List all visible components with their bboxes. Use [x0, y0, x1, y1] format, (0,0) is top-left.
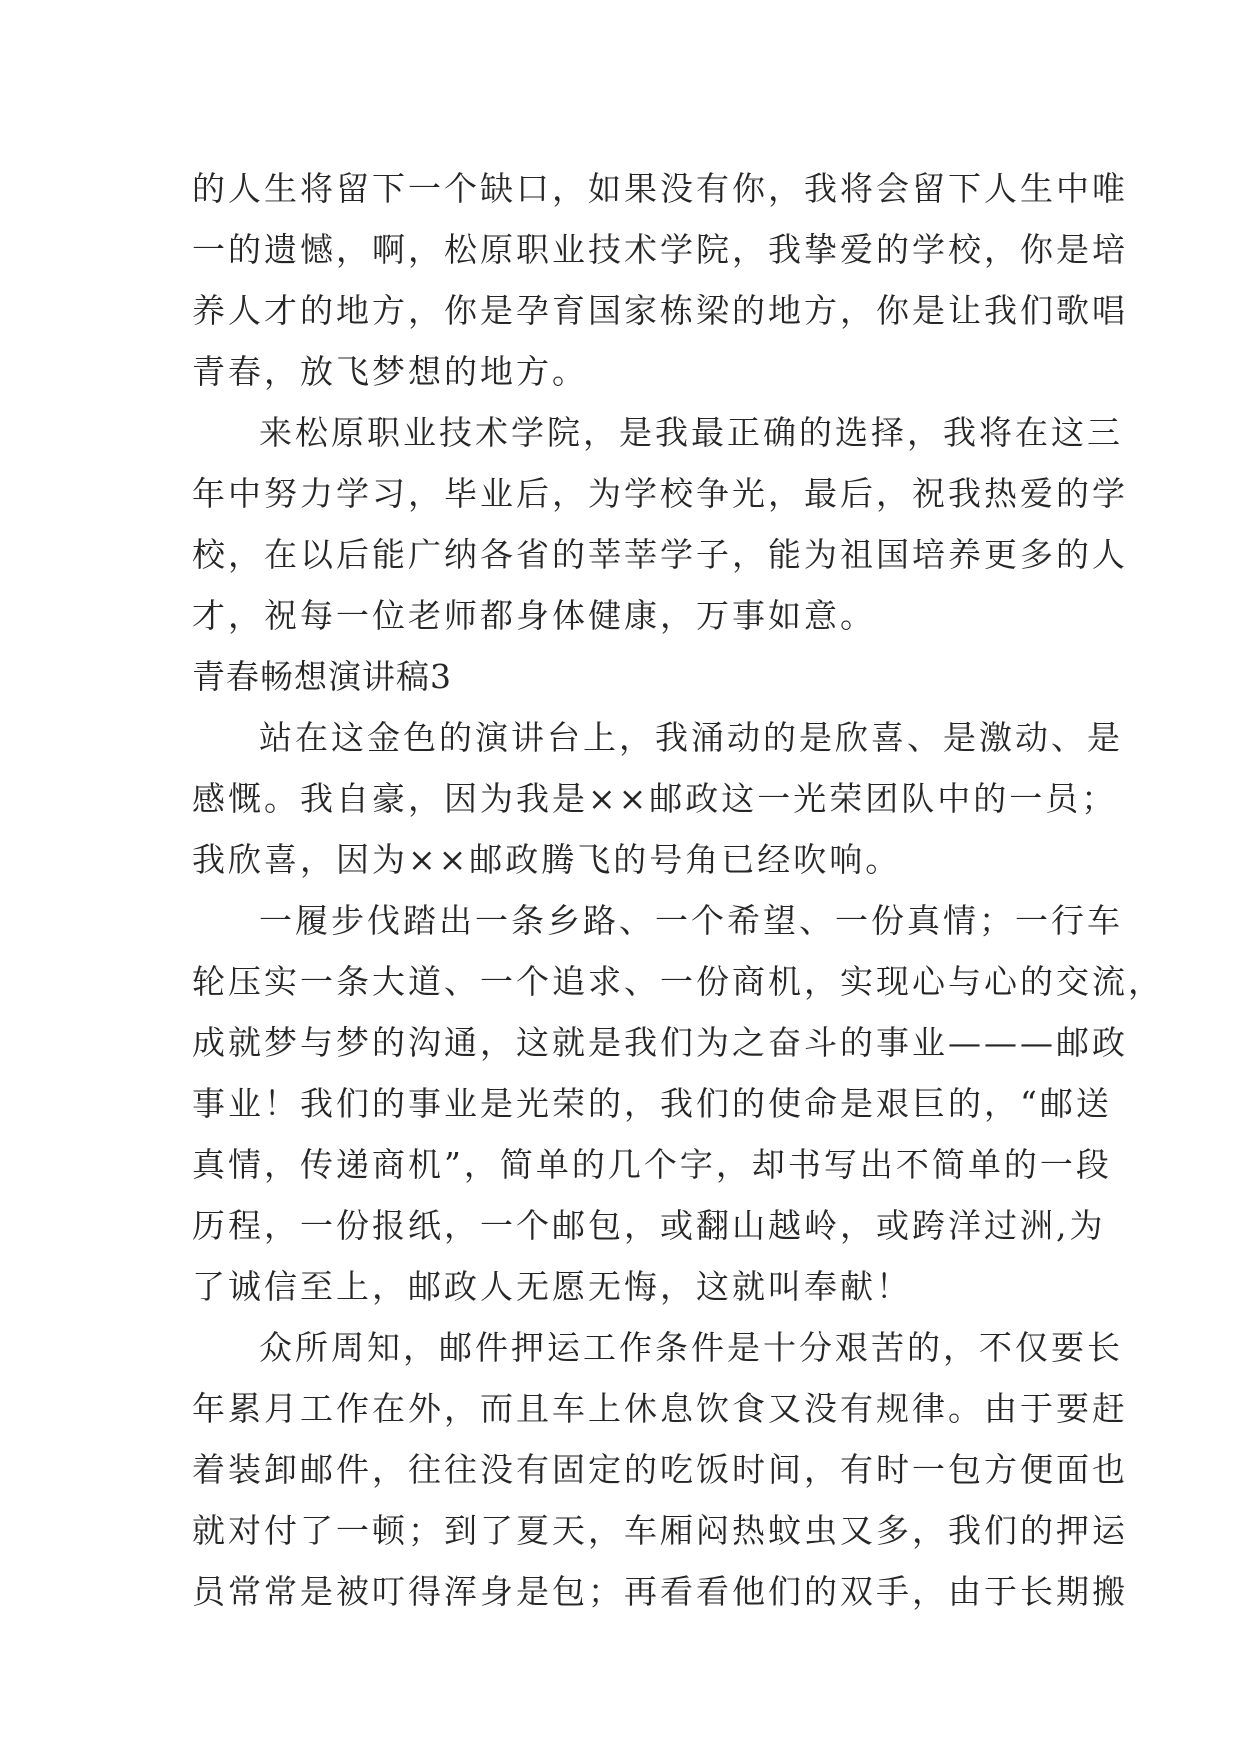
text-line: 历程，一份报纸，一个邮包，或翻山越岭，或跨洋过洲,为 [192, 1206, 1106, 1245]
text-line: 成就梦与梦的沟通，这就是我们为之奋斗的事业———邮政 [192, 1023, 1128, 1062]
text-line: 就对付了一顿；到了夏天，车厢闷热蚊虫又多，我们的押运 [192, 1511, 1128, 1550]
paragraph-start-line: 一履步伐踏出一条乡路、一个希望、一份真情；一行车 [259, 901, 1123, 940]
paragraph-start-line: 来松原职业技术学院，是我最正确的选择，我将在这三 [259, 413, 1123, 452]
text-line: 事业！我们的事业是光荣的，我们的使命是艰巨的，“邮送 [192, 1084, 1112, 1123]
text-line: 我欣喜，因为××邮政腾飞的号角已经吹响。 [192, 840, 902, 879]
text-line: 才，祝每一位老师都身体健康，万事如意。 [192, 596, 876, 635]
text-line: 的人生将留下一个缺口，如果没有你，我将会留下人生中唯 [192, 169, 1128, 208]
paragraph-start-line: 众所周知，邮件押运工作条件是十分艰苦的，不仅要长 [259, 1328, 1123, 1367]
text-line: 养人才的地方，你是孕育国家栋梁的地方，你是让我们歌唱 [192, 291, 1128, 330]
text-line: 年中努力学习，毕业后，为学校争光，最后，祝我热爱的学 [192, 474, 1128, 513]
text-line: 了诚信至上，邮政人无愿无悔，这就叫奉献！ [192, 1267, 912, 1306]
document-body [192, 158, 1164, 1622]
text-line: 着装卸邮件，往往没有固定的吃饭时间，有时一包方便面也 [192, 1450, 1128, 1489]
text-line: 轮压实一条大道、一个追求、一份商机，实现心与心的交流， [192, 962, 1164, 1001]
text-line: 青春，放飞梦想的地方。 [192, 352, 588, 391]
text-line: 感慨。我自豪，因为我是××邮政这一光荣团队中的一员； [192, 779, 1118, 818]
section-heading: 青春畅想演讲稿3 [192, 657, 452, 696]
text-line: 校，在以后能广纳各省的莘莘学子，能为祖国培养更多的人 [192, 535, 1128, 574]
paragraph-start-line: 站在这金色的演讲台上，我涌动的是欣喜、是激动、是 [259, 718, 1123, 757]
text-line: 员常常是被叮得浑身是包；再看看他们的双手，由于长期搬 [192, 1572, 1128, 1611]
text-line: 年累月工作在外，而且车上休息饮食又没有规律。由于要赶 [192, 1389, 1128, 1428]
text-line: 一的遗憾，啊，松原职业技术学院，我挚爱的学校，你是培 [192, 230, 1128, 269]
text-line: 真情，传递商机”，简单的几个字，却书写出不简单的一段 [192, 1145, 1112, 1184]
